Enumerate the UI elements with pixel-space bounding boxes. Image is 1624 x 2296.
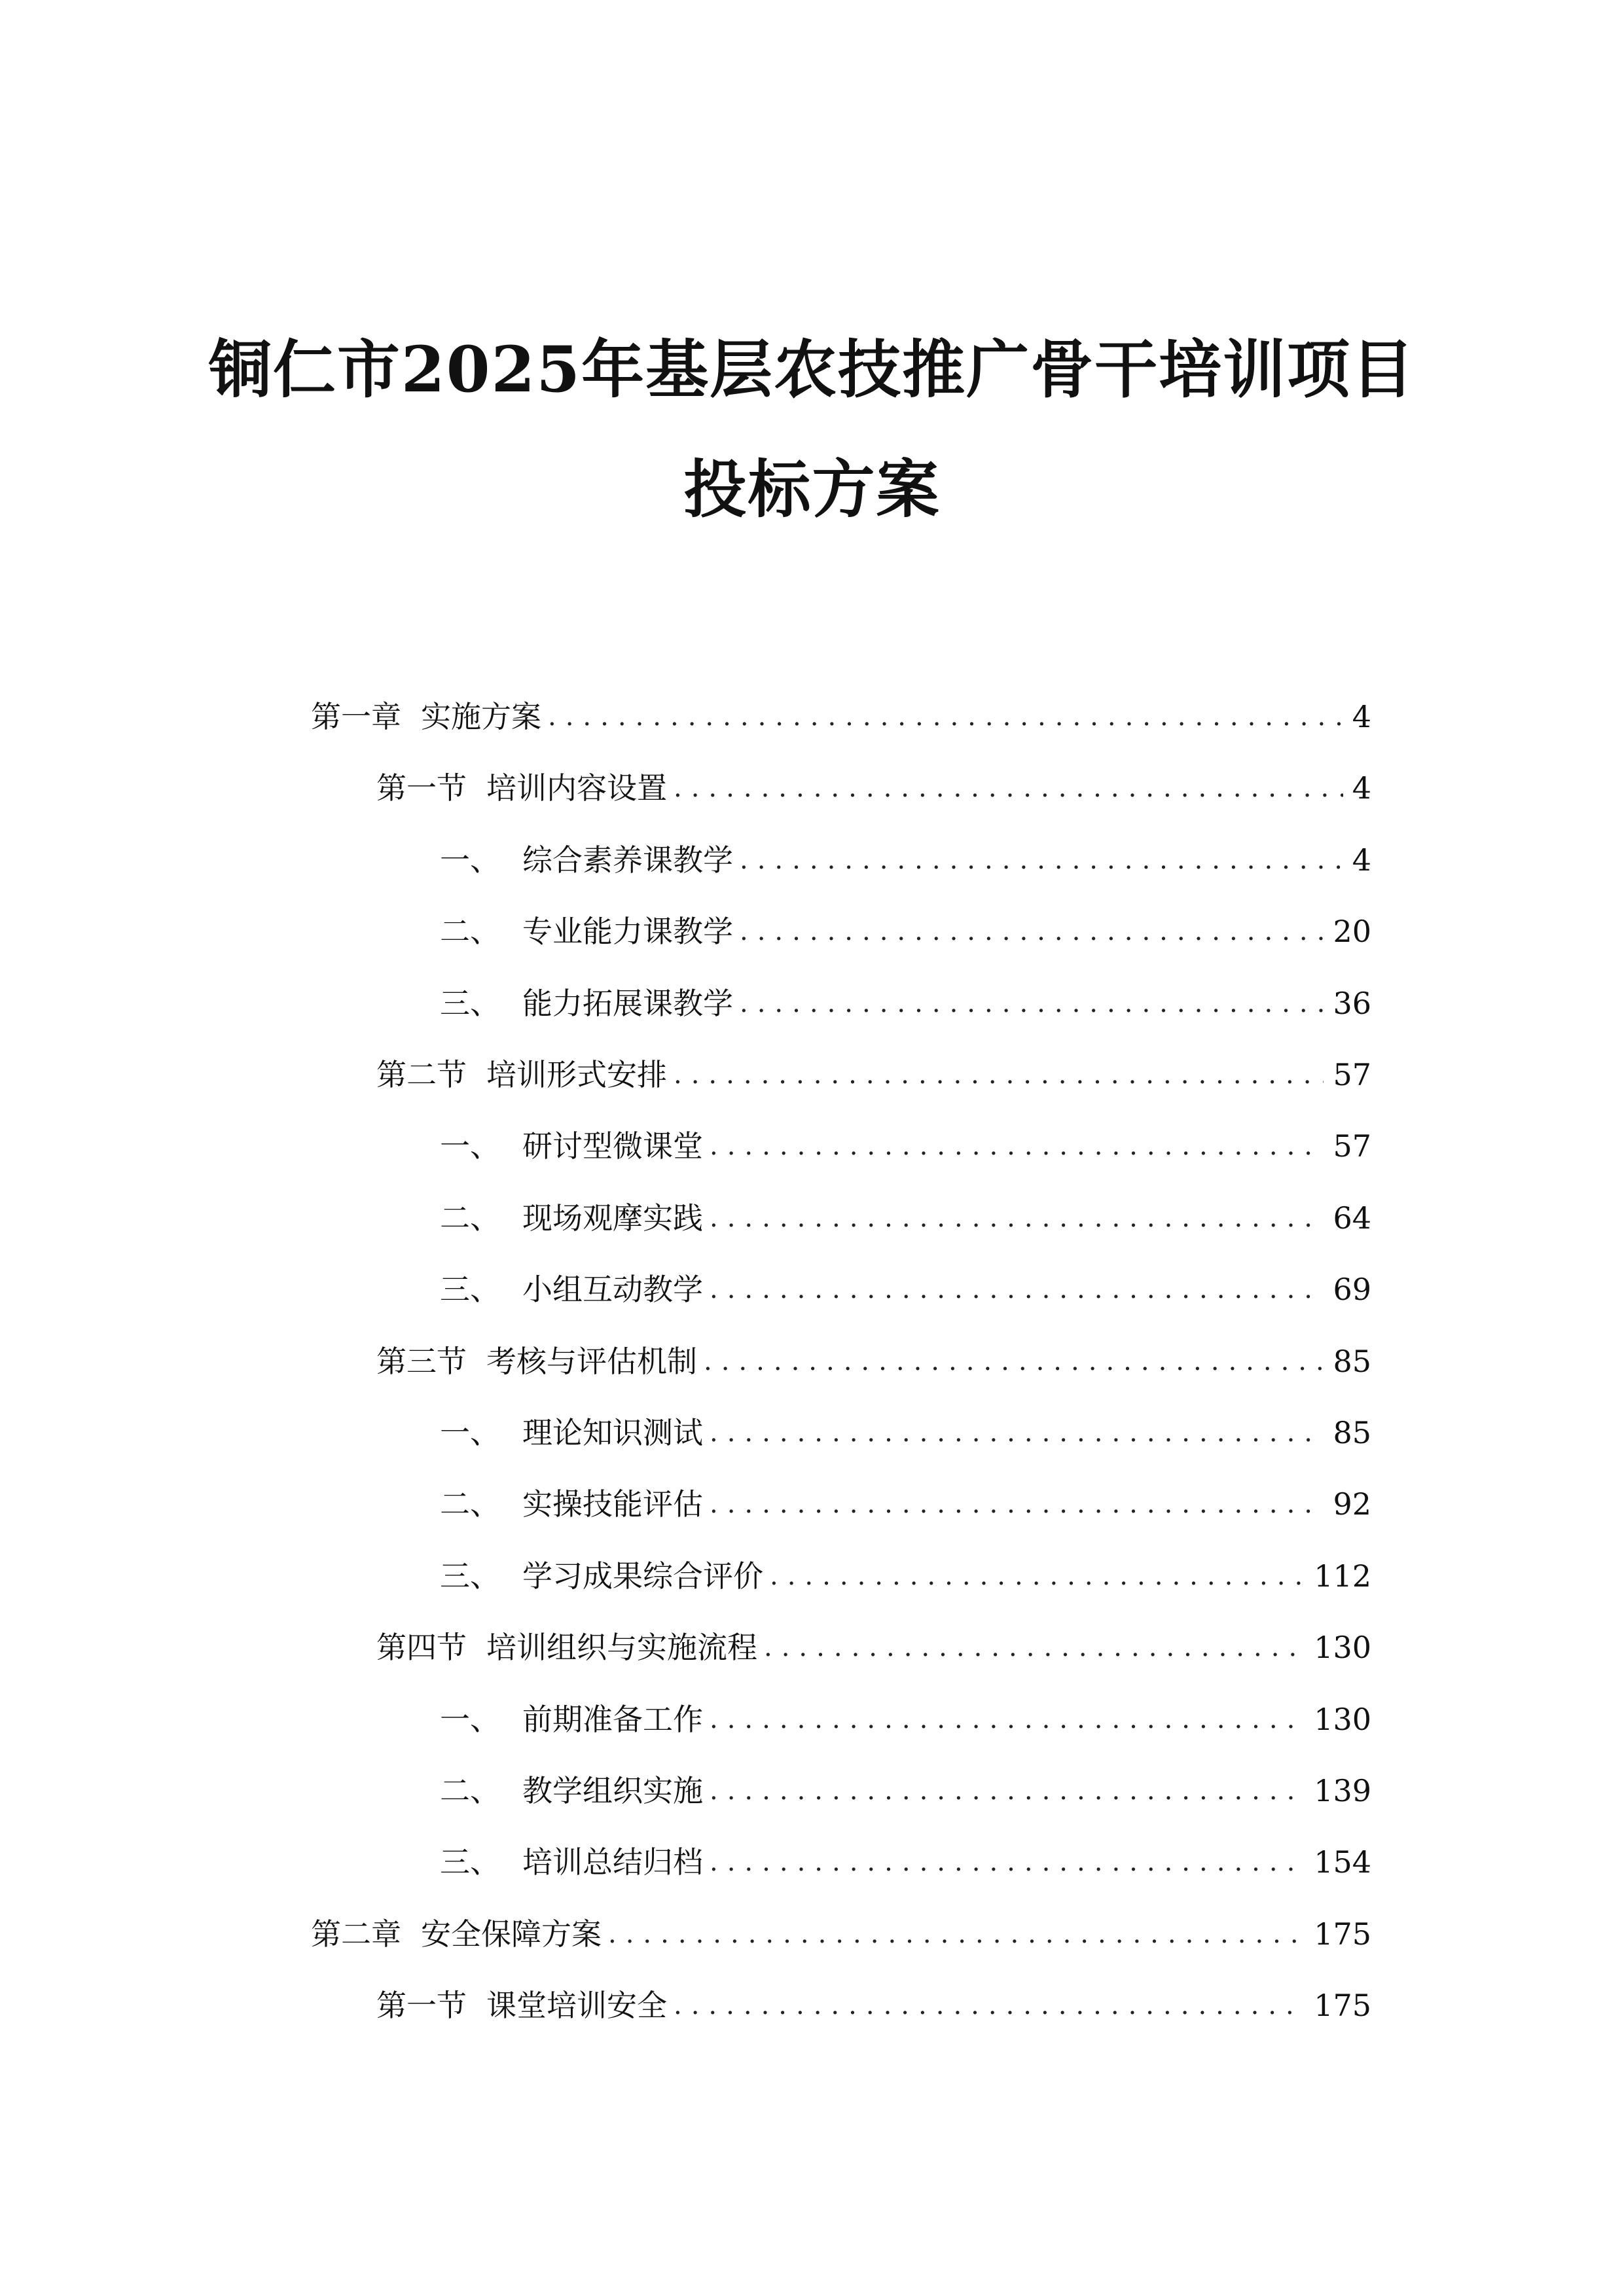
toc-entry[interactable] bbox=[440, 1481, 1371, 1527]
toc-page-number: 57 bbox=[1333, 1128, 1371, 1164]
toc-entry-prefix: 一、 bbox=[440, 1702, 500, 1737]
toc-entry-label bbox=[440, 1768, 710, 1814]
toc-entry[interactable] bbox=[440, 1553, 1371, 1599]
toc-page-number: 64 bbox=[1333, 1200, 1371, 1236]
toc-entry[interactable] bbox=[440, 837, 1371, 883]
toc-entry[interactable] bbox=[440, 908, 1371, 954]
toc-entry-prefix: 二、 bbox=[440, 1773, 500, 1808]
toc-dot-leader bbox=[710, 1410, 1324, 1456]
document-subtitle: 投标方案 bbox=[683, 452, 941, 526]
toc-entry-text: 研讨型微课堂 bbox=[522, 1128, 703, 1164]
toc-entry[interactable] bbox=[311, 694, 1371, 740]
toc-dot-leader bbox=[740, 908, 1324, 954]
toc-dot-leader bbox=[770, 1553, 1305, 1599]
toc-page-number: 4 bbox=[1352, 770, 1371, 806]
toc-entry-label bbox=[311, 1911, 608, 1957]
toc-entry[interactable] bbox=[376, 1338, 1371, 1384]
toc-entry[interactable] bbox=[440, 1123, 1371, 1169]
toc-page-number: 175 bbox=[1314, 1916, 1371, 1952]
toc-entry-label bbox=[440, 1696, 710, 1742]
toc-entry-text: 综合素养课教学 bbox=[522, 842, 733, 878]
toc-entry-text: 考核与评估机制 bbox=[486, 1344, 697, 1379]
toc-page-number: 130 bbox=[1314, 1702, 1371, 1737]
toc-entry-text: 安全保障方案 bbox=[421, 1916, 602, 1952]
toc-dot-leader bbox=[740, 980, 1324, 1026]
toc-page-number: 154 bbox=[1314, 1844, 1371, 1880]
toc-entry-text: 实施方案 bbox=[421, 699, 541, 734]
toc-entry-prefix: 三、 bbox=[440, 1844, 500, 1880]
toc-entry-label bbox=[440, 1481, 710, 1527]
toc-page-number: 85 bbox=[1333, 1415, 1371, 1450]
toc-entry-prefix: 第四节 bbox=[376, 1630, 467, 1665]
toc-entry[interactable] bbox=[376, 1052, 1371, 1098]
toc-dot-leader bbox=[608, 1911, 1305, 1957]
toc-entry-text: 课堂培训安全 bbox=[486, 1988, 667, 2023]
toc-dot-leader bbox=[710, 1768, 1305, 1814]
toc-page-number: 4 bbox=[1352, 842, 1371, 878]
toc-dot-leader bbox=[710, 1696, 1305, 1742]
toc-entry[interactable] bbox=[311, 1911, 1371, 1957]
toc-entry-prefix: 二、 bbox=[440, 914, 500, 949]
toc-dot-leader bbox=[710, 1123, 1324, 1169]
toc-dot-leader bbox=[548, 694, 1343, 740]
toc-entry-text: 学习成果综合评价 bbox=[522, 1558, 763, 1594]
toc-entry-prefix: 三、 bbox=[440, 1558, 500, 1594]
toc-entry[interactable] bbox=[440, 1839, 1371, 1885]
toc-page-number: 139 bbox=[1314, 1773, 1371, 1808]
toc-entry[interactable] bbox=[376, 1982, 1371, 2028]
toc-entry-text: 专业能力课教学 bbox=[522, 914, 733, 949]
toc-entry[interactable] bbox=[440, 980, 1371, 1026]
toc-entry[interactable] bbox=[440, 1410, 1371, 1456]
toc-entry-prefix: 第一节 bbox=[376, 770, 467, 806]
toc-page-number: 20 bbox=[1333, 914, 1371, 949]
toc-entry-label bbox=[376, 1338, 704, 1384]
toc-entry-prefix: 第一章 bbox=[311, 699, 401, 734]
toc-entry-prefix: 二、 bbox=[440, 1486, 500, 1522]
toc-entry-prefix: 一、 bbox=[440, 1128, 500, 1164]
toc-dot-leader bbox=[710, 1195, 1324, 1241]
toc-entry-prefix: 第二章 bbox=[311, 1916, 401, 1952]
toc-dot-leader bbox=[764, 1624, 1305, 1670]
toc-dot-leader bbox=[740, 837, 1343, 883]
toc-entry[interactable] bbox=[376, 765, 1371, 811]
toc-entry[interactable] bbox=[440, 1266, 1371, 1312]
toc-entry-prefix: 三、 bbox=[440, 1272, 500, 1307]
toc-entry-label bbox=[440, 980, 740, 1026]
toc-entry-text: 前期准备工作 bbox=[522, 1702, 703, 1737]
toc-entry-text: 教学组织实施 bbox=[522, 1773, 703, 1808]
toc-page-number: 36 bbox=[1333, 986, 1371, 1021]
toc-page-number: 92 bbox=[1333, 1486, 1371, 1522]
toc-page-number: 57 bbox=[1333, 1057, 1371, 1092]
toc-entry-prefix: 第三节 bbox=[376, 1344, 467, 1379]
toc-entry-prefix: 一、 bbox=[440, 1415, 500, 1450]
toc-page-number: 130 bbox=[1314, 1630, 1371, 1665]
toc-entry-label bbox=[376, 1052, 674, 1098]
toc-entry-prefix: 二、 bbox=[440, 1200, 500, 1236]
toc-entry-label bbox=[440, 837, 740, 883]
toc-entry[interactable] bbox=[376, 1624, 1371, 1670]
toc-entry-prefix: 第二节 bbox=[376, 1057, 467, 1092]
toc-dot-leader bbox=[674, 765, 1343, 811]
toc-page-number: 4 bbox=[1352, 699, 1371, 734]
document-title: 铜仁市2025年基层农技推广骨干培训项目 bbox=[208, 332, 1416, 406]
toc-entry-label bbox=[440, 1123, 710, 1169]
toc-entry-prefix: 三、 bbox=[440, 986, 500, 1021]
toc-dot-leader bbox=[704, 1338, 1324, 1384]
toc-entry-label bbox=[440, 1839, 710, 1885]
toc-entry-text: 实操技能评估 bbox=[522, 1486, 703, 1522]
toc-dot-leader bbox=[710, 1839, 1305, 1885]
toc-entry-text: 小组互动教学 bbox=[522, 1272, 703, 1307]
toc-entry-label bbox=[440, 1553, 770, 1599]
toc-entry-prefix: 第一节 bbox=[376, 1988, 467, 2023]
toc-entry-text: 能力拓展课教学 bbox=[522, 986, 733, 1021]
toc-dot-leader bbox=[710, 1481, 1324, 1527]
toc-page-number: 112 bbox=[1314, 1558, 1371, 1594]
toc-entry-text: 培训形式安排 bbox=[486, 1057, 667, 1092]
toc-entry-text: 理论知识测试 bbox=[522, 1415, 703, 1450]
toc-entry-label bbox=[376, 1982, 674, 2028]
toc-entry-prefix: 一、 bbox=[440, 842, 500, 878]
toc-entry-label bbox=[311, 694, 548, 740]
toc-page-number: 175 bbox=[1314, 1988, 1371, 2023]
toc-dot-leader bbox=[710, 1266, 1324, 1312]
toc-entry-label bbox=[376, 765, 674, 811]
toc-entry-label bbox=[376, 1624, 764, 1670]
toc-entry-text: 现场观摩实践 bbox=[522, 1200, 703, 1236]
toc-entry-label bbox=[440, 1266, 710, 1312]
toc-dot-leader bbox=[674, 1982, 1305, 2028]
toc-dot-leader bbox=[674, 1052, 1324, 1098]
toc-entry-label bbox=[440, 1410, 710, 1456]
toc-entry[interactable] bbox=[440, 1696, 1371, 1742]
toc-entry[interactable] bbox=[440, 1195, 1371, 1241]
toc-entry[interactable] bbox=[440, 1768, 1371, 1814]
toc-page-number: 85 bbox=[1333, 1344, 1371, 1379]
toc-page-number: 69 bbox=[1333, 1272, 1371, 1307]
toc-entry-text: 培训组织与实施流程 bbox=[486, 1630, 757, 1665]
toc-entry-label bbox=[440, 908, 740, 954]
toc-entry-text: 培训内容设置 bbox=[486, 770, 667, 806]
toc-entry-label bbox=[440, 1195, 710, 1241]
toc-entry-text: 培训总结归档 bbox=[522, 1844, 703, 1880]
